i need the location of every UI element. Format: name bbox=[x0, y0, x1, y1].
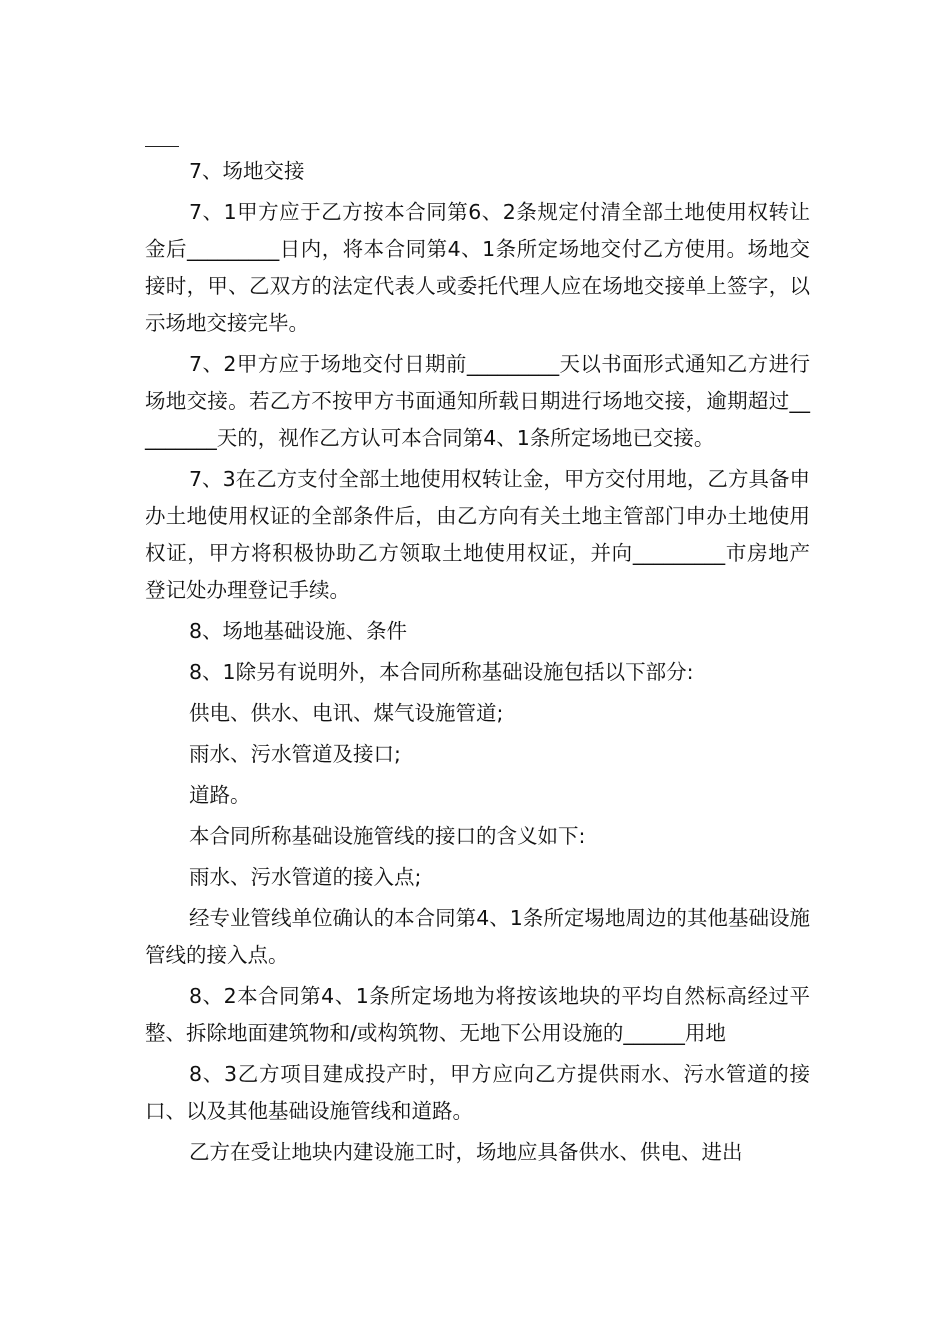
list-item-drainage-access: 雨水、污水管道的接入点; bbox=[189, 865, 422, 889]
clause-8-2: 8、2本合同第4、1条所定场地为将按该地块的平均自然标高经过平整、拆除地面建筑物和/或构筑物、无地下公用设施的______用地 bbox=[145, 984, 810, 1045]
construction-conditions: 乙方在受让地块内建设施工时，场地应具备供水、供电、进出 bbox=[189, 1140, 743, 1164]
clause-7-1: 7、1甲方应于乙方按本合同第6、2条规定付清全部土地使用权转让金后_________日内，将本合同第4、1条所定场地交付乙方使用。场地交接时，甲、乙双方的法定代表人或委托代理人应在场地交接单上签字，以示场地交接完毕。 bbox=[145, 200, 810, 335]
section-8-heading: 8、场地基础设施、条件 bbox=[189, 619, 408, 643]
clause-7-3: 7、3在乙方支付全部土地使用权转让金，甲方交付用地，乙方具备申办土地使用权证的全部条件后，由乙方向有关土地主管部门申办土地使用权证，甲方将积极协助乙方领取土地使用权证，并向_________市房地产登记处办理登记手续。 bbox=[145, 467, 810, 602]
section-7-heading: 7、场地交接 bbox=[189, 159, 305, 183]
document-body bbox=[145, 153, 810, 1171]
clause-8-3: 8、3乙方项目建成投产时，甲方应向乙方提供雨水、污水管道的接口、以及其他基础设施管线和道路。 bbox=[145, 1062, 810, 1123]
clause-7-2: 7、2甲方应于场地交付日期前_________天以书面形式通知乙方进行场地交接。若乙方不按甲方书面通知所载日期进行场地交接，逾期超过_________天的，视作乙方认可本合同第4、1条所定场地已交接。 bbox=[145, 352, 810, 450]
list-item-roads: 道路。 bbox=[189, 783, 251, 807]
interface-definition-intro: 本合同所称基础设施管线的接口的含义如下: bbox=[189, 824, 586, 848]
top-rule-divider bbox=[145, 146, 179, 147]
clause-8-1: 8、1除另有说明外，本合同所称基础设施包括以下部分: bbox=[189, 660, 694, 684]
list-item-other-access: 经专业管线单位确认的本合同第4、1条所定埸地周边的其他基础设施管线的接入点。 bbox=[145, 906, 810, 967]
list-item-utilities: 供电、供水、电讯、煤气设施管道; bbox=[189, 701, 504, 725]
list-item-drainage: 雨水、污水管道及接口; bbox=[189, 742, 401, 766]
